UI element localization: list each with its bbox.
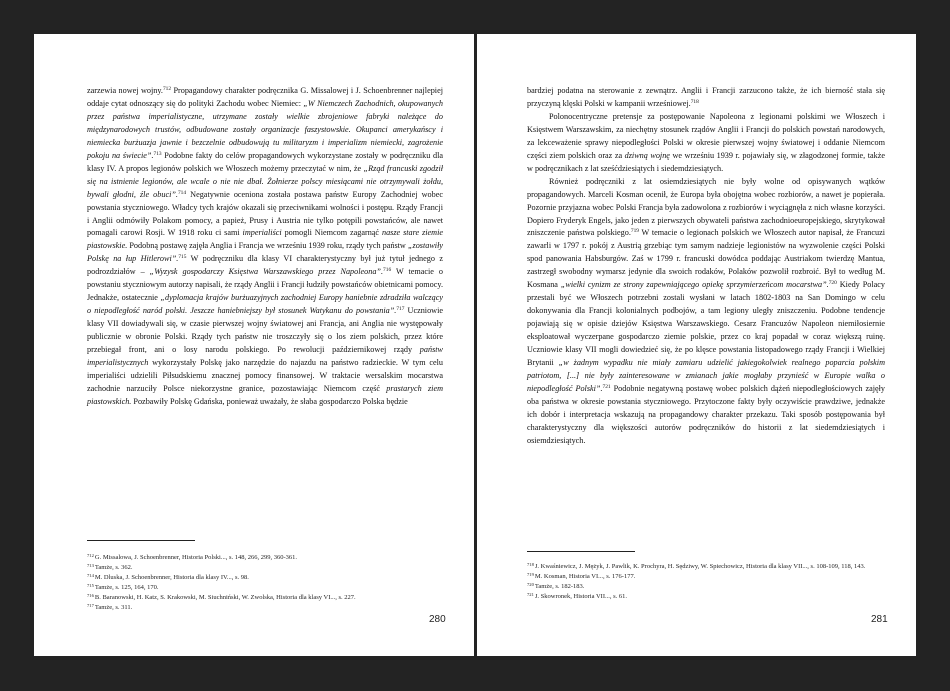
page-left [34, 34, 474, 656]
footnote-ref[interactable]: 721 [602, 383, 611, 390]
footnote [87, 602, 443, 612]
text-run: we wrześniu 1939 r. pojawiały się, w złagodzonej formie, także w podręcznikach z lat sześćdziesiątych i siedemdziesiątych. [527, 150, 886, 173]
footnote-number: 717 [87, 602, 94, 608]
footnote-ref[interactable]: 714 [177, 189, 187, 196]
footnote-text: M. Dluska, J. Schoenbrenner, Historia dla klasy IV..., s. 98. [94, 573, 249, 581]
text-run: Polonocentryczne pretensje za postępowanie Napoleona z legionami polskimi we Włoszech i Księstwem Warszawskim, za niechętny stosunek rządów Anglii i Francji do polskich powstań narodowych, za lekceważenie sprawy niepodległości Polski w okresie pierwszej wojny światowej i oddanie Niemcom części ziem polskich oraz za [527, 111, 885, 160]
quote-text: „Wyzysk gospodarczy Księstwa Warszawskiego przez Napoleona”. [149, 267, 384, 277]
footnote [527, 581, 885, 591]
footnote-number: 714 [87, 572, 94, 578]
footnotes [87, 552, 443, 611]
text-run: zarzewia nowej wojny. [87, 86, 163, 95]
text-run: Negatywnie oceniona została postawa państw Europy Zachodniej wobec powstania styczniowego. Władcy tych krajów okazali się przeciwnikami wolności i postępu. Rządy Francji i Anglii odmówiły Polakom pomocy, a papież, Prusy i Austria nie tylko potępili powstańców, ale nawet pomagali carowi Rosji. W 1918 roku ci sami [87, 189, 443, 238]
quote-text: imperialiści [242, 228, 282, 238]
footnote-number: 716 [87, 592, 94, 598]
footnote-text: Tamże, s. 182-183. [534, 582, 585, 590]
footnote-text: G. Missalowa, J. Schoenbrenner, Historia Polski..., s. 148, 266, 299, 360-361. [94, 554, 298, 561]
footnote-separator [87, 540, 195, 541]
text-run: Uczniowie klasy VII dowiadywali się, w czasie pierwszej wojny światowej ani Francja, ani Anglia nie występowały publicznie w obronie Polski. Rządy tych państw nie troszczyły się o los ziem polskich, przez które przebiegał front, ani o losy narodu polskiego. Po rewolucji październikowej rządy [87, 306, 443, 355]
text-run: Podobne fakty do celów propagandowych wykorzystane zostały w podręczniku dla klasy IV. A propos legionów polskich we Włoszech możemy przeczytać w nim, że [87, 150, 444, 173]
footnote-number: 720 [527, 581, 534, 587]
footnote-text: J. Kwaśniewicz, J. Mężyk, J. Pawlik, K. Prochyra, H. Sędziwy, W. Spiechowicz, Historia dla klasy VII..., s. 108-109, 118, 143. [534, 563, 866, 570]
quote-text: „W Niemczech Zachodnich, okupowanych przez państwa imperialistyczne, utrzymane zostały wielkie zbrojeniowe fabryki należące do międzynarodowych trustów, odbudowane zostały organizacje faszystowskie. Okupanci amerykańscy i niemiecka burżuazja jawnie i bezczelnie odbudowują tu militaryzm i imperializm niemiecki, zagrożenie pokoju na świecie”. [87, 98, 443, 160]
paragraph [527, 176, 885, 448]
quote-text: „dyplomacja krajów burżuazyjnych zachodniej Europy haniebnie zdradziła walczący o niepodległość naród polski. Jeszcze haniebniejszy był stosunek Watykanu do powstania”. [87, 293, 443, 316]
page-number: 281 [871, 614, 888, 625]
footnote [527, 571, 885, 581]
footnote-text: M. Kosman, Historia VI..., s. 176-177. [534, 572, 636, 580]
paragraph [527, 111, 885, 176]
footnote [87, 582, 443, 592]
footnote-number: 715 [87, 582, 94, 588]
footnote-ref[interactable]: 719 [630, 228, 639, 235]
footnote-separator [527, 551, 635, 552]
quote-text: państw imperialistycznych [87, 345, 443, 368]
footnote [527, 561, 885, 571]
quote-text: „Rząd francuski zgodził się na istnienie legionów, ale wcale o nie nie dbał. Żołnierze polscy miesiącami nie otrzymywali żołdu, bywali głodni, źle obuci”. [87, 163, 444, 199]
footnotes [527, 561, 885, 601]
text-run: Podobną postawę zajęła Anglia i Francja we wrześniu 1939 roku, rządy tych państw [127, 241, 408, 251]
text-run: Propagandowy charakter podręcznika G. Missalowej i J. Schoenbrenner najlepiej oddaje cytat odnoszący się do polityki Zachodu wobec Niemiec: [87, 86, 443, 108]
quote-text: dziwną wojnę [624, 150, 670, 160]
text-run: Podobnie negatywną postawę wobec polskich dążeń niepodległościowych zajęły oba państwa w okresie powstania styczniowego. Przytoczone fakty były oczywiście prawdziwe, jednakże ich dobór i interpretacja wskazują na propagandowy charakter przekazu. Taki sposób postępowania był charakterystyczny dla większości autorów podręczników do historii z lat siedemdziesiątych i osiemdziesiątych. [527, 383, 885, 445]
quote-text: prastarych ziem piastowskich. [87, 383, 444, 406]
footnote-text: B. Baranowski, H. Katz, S. Krakowski, M. Siuchniński, W. Zwolska, Historia dla klasy VI..., s. 227. [94, 593, 356, 601]
footnote-text: Tamże, s. 362. [94, 563, 133, 571]
footnote [527, 591, 885, 601]
text-run: Również podręczniki z lat osiemdziesiątych nie były wolne od opisywanych wątków propagandowych. Marceli Kosman ocenił, że Europa była obojętna wobec rozbiorów, a nawet je popierała. Pozornie przyjazna wobec Polski Francja była zadowolona z rozbiorów i wyciągnęła z nich własne korzyści. Dopiero Fryderyk Engels, jako jeden z pierwszych obywateli państwa zachodnioeuropejskiego, skrytykował zniszczenie państwa polskiego. [527, 176, 885, 238]
footnote-number: 713 [87, 562, 94, 568]
footnote-text: Tamże, s. 125, 164, 170. [94, 583, 159, 591]
footnote-ref[interactable]: 720 [828, 280, 837, 287]
paragraph [527, 85, 885, 111]
text-run: pomogli Niemcom zagarnąć [281, 228, 382, 238]
footnote-text: J. Skowronek, Historia VII..., s. 61. [534, 592, 628, 600]
footnote-number: 721 [527, 591, 534, 597]
footnote-ref[interactable]: 717 [396, 306, 405, 313]
quote-text: „zostawiły Polskę na łup Hitlerowi”. [87, 241, 443, 264]
footnote-text: Tamże, s. 311. [94, 603, 133, 611]
body-text [87, 85, 443, 409]
paragraph [87, 85, 443, 409]
page-number: 280 [429, 614, 446, 625]
footnote-ref[interactable]: 713 [153, 150, 162, 157]
footnote [87, 592, 443, 602]
text-run: W podręczniku dla klasy VI charakterystyczny był już tytuł jednego z podrozdziałów – [87, 254, 443, 277]
page-right [477, 34, 916, 656]
footnote [87, 562, 443, 572]
footnote-ref[interactable]: 718 [690, 98, 699, 105]
text-run: wykorzystały Polskę jako narzędzie do najazdu na państwo radzieckie. W tym celu imperialiści udzielili Piłsudskiemu znacznej pomocy finansowej. W traktacie wersalskim mocarstwa zachodnie narzuciły Polsce niekorzystne granice, pozostawiając Niemcom część [87, 358, 443, 393]
footnote [87, 552, 443, 562]
footnote-number: 712 [87, 553, 94, 558]
quote-text: nasze stare ziemie piastowskie. [87, 228, 443, 251]
footnote-ref[interactable]: 712 [162, 86, 172, 92]
text-run: bardziej podatna na sterowanie z zewnątrz. Anglii i Francji zarzucono także, że ich bierność stała się przyczyną klęski Polski w kampanii wrześniowej. [527, 86, 885, 108]
text-run: Pozbawiły Polskę Gdańska, ponieważ uważały, że słaba gospodarczo Polska będzie [131, 396, 408, 406]
footnote-ref[interactable]: 716 [383, 267, 392, 274]
text-run: Kiedy Polacy przestali być we Włoszech potrzebni zostali wysłani w latach 1802-1803 na San Domingo w celu dokonywania dla Francji kolonialnych podbojów, a tam legiony uległy zniszczeniu. Podobne tendencje pojawiają się w opisie dziejów Księstwa Warszawskiego. Cesarz Francuzów Napoleon niemiłosiernie eksploatował wyczerpane gospodarczo ziemie polskie, przez co kraj popadał w coraz większą ruinę. Uczniowie klasy VII mogli dowiedzieć się, że po klęsce powstania listopadowego rządy Francji i Wielkiej Brytanii [527, 280, 885, 368]
text-run: W temacie o legionach polskich we Włoszech autor napisał, że Francuzi zawarli w 1797 r. pokój z Austrią grzebiąc tym samym nadzieje legionistów na wyzwolenie części Polski spod panowania Habsburgów. Zaś w 1799 r. francuski dowódca poddając Austriakom twierdzę Mantua, zastrzegł swobodny wymarsz jedynie dla swoich rodaków, Polaków pozwolił rozbroić. Był to według M. Kosmana [527, 228, 885, 290]
body-text [527, 85, 885, 448]
footnote-ref[interactable]: 715 [178, 254, 187, 261]
footnote [87, 572, 443, 582]
footnote-number: 718 [527, 562, 534, 567]
quote-text: „w żadnym wypadku nie miały zamiaru udzielić jakiegokolwiek realnego poparcia polskim patriotom, [...] nie były zainteresowane w zmianach jakie mogłaby przynieść w Europie walka o niepodległość Polski”. [527, 358, 885, 393]
footnote-number: 719 [527, 571, 534, 577]
text-run: W temacie o powstaniu styczniowym autorzy napisali, że rządy Anglii i Francji łudziły powstańców obietnicami pomocy. Jednakże, ostatecznie [87, 267, 443, 303]
quote-text: „wielki cynizm ze strony zapewniającego opiekę sprzymierzeńcom mocarstwa”. [560, 280, 829, 290]
